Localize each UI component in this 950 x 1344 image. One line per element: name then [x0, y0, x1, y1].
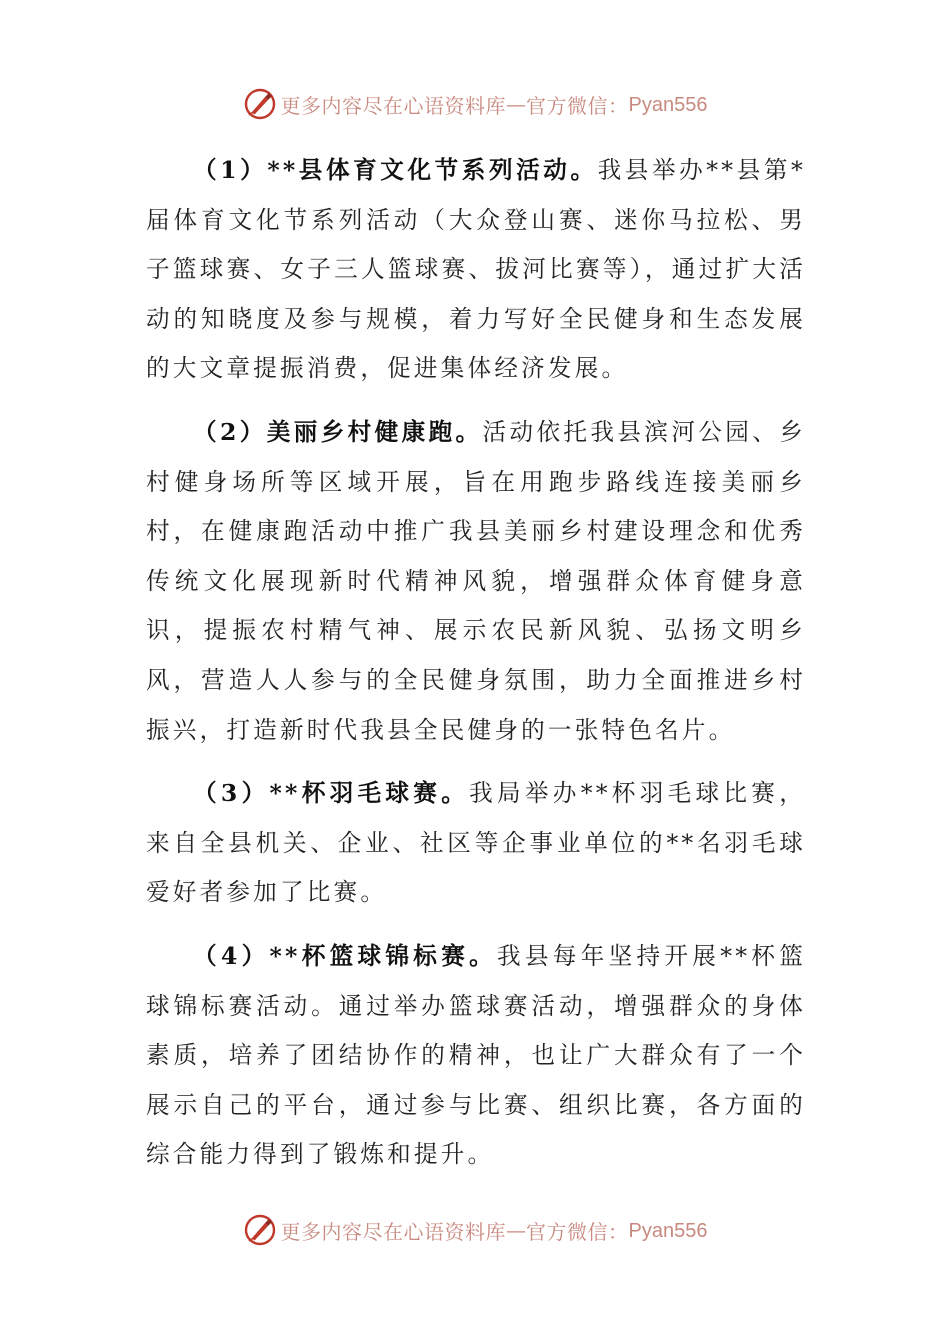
pen-circle-logo-icon — [243, 87, 277, 121]
paragraph-text: 我局举办**杯羽毛球比赛，来自全县机关、企业、社区等企事业单位的**名羽毛球爱好者参加了比赛。 — [146, 779, 806, 907]
paragraph-1 — [146, 146, 806, 394]
pen-circle-logo-icon — [243, 1213, 277, 1247]
paragraph-2 — [146, 408, 806, 755]
watermark-wechat-id: Pyan556 — [628, 1219, 708, 1242]
watermark-dash: — — [506, 1218, 527, 1242]
paragraph-3 — [146, 769, 806, 918]
watermark-text: 更多内容尽在心语资料库 — [280, 1219, 507, 1244]
paragraph-heading: （1）**县体育文化节系列活动。 — [193, 156, 598, 184]
watermark-wechat-id-wrap — [629, 92, 708, 117]
watermark-dash: — — [506, 92, 527, 116]
paragraph-heading: （3）**杯羽毛球赛。 — [193, 779, 470, 808]
watermark-text: 更多内容尽在心语资料库 — [280, 93, 507, 118]
document-body — [146, 146, 806, 1194]
watermark-banner-bottom — [0, 1208, 950, 1252]
paragraph-text: 我县举办**县第*届体育文化节系列活动（大众登山赛、迷你马拉松、男子篮球赛、女子三人篮球赛、拔河比赛等），通过扩大活动的知晓度及参与规模，着力写好全民健身和生态发展的大文章提振消费，促进集体经济发展。 — [146, 156, 806, 383]
watermark-wechat-label: 官方微信： — [526, 1219, 629, 1244]
watermark-banner-top — [0, 82, 950, 126]
paragraph-heading: （4）**杯篮球锦标赛。 — [193, 941, 497, 970]
paragraph-heading: （2）美丽乡村健康跑。 — [193, 417, 483, 446]
watermark-wechat-label: 官方微信： — [526, 93, 629, 118]
paragraph-text: 活动依托我县滨河公园、乡村健身场所等区域开展，旨在用跑步路线连接美丽乡村，在健康跑活动中推广我县美丽乡村建设理念和优秀传统文化展现新时代精神风貌，增强群众体育健身意识，提振农村精气神、展示农民新风貌、弘扬文明乡风，营造人人参与的全民健身氛围，助力全面推进乡村振兴，打造新时代我县全民健身的一张特色名片。 — [146, 417, 806, 744]
watermark-wechat-id-wrap — [629, 1218, 708, 1243]
watermark-wechat-id: Pyan556 — [628, 93, 708, 116]
paragraph-4 — [146, 932, 806, 1180]
paragraph-text: 我县每年坚持开展**杯篮球锦标赛活动。通过举办篮球赛活动，增强群众的身体素质，培养了团结协作的精神，也让广大群众有了一个展示自己的平台，通过参与比赛、组织比赛，各方面的综合能力得到了锻炼和提升。 — [146, 941, 806, 1169]
